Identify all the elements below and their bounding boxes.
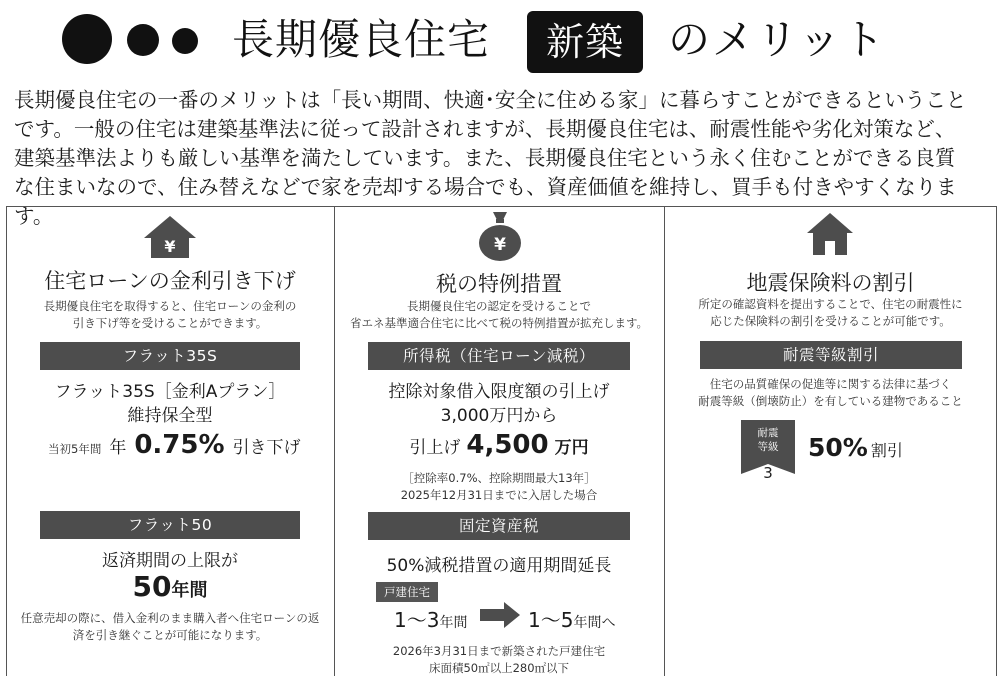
raise-unit: 万円 [554,438,589,458]
deduction-condition [334,470,664,504]
period-from [394,604,467,633]
cond-line: 2025年12月31日までに入居した場合 [400,488,598,502]
col3-title: 地震保険料の割引 [746,271,915,295]
extend-label: 50%減税措置の適用期間延長 [386,556,612,576]
detached-house-tag: 戸建住宅 [376,582,438,602]
property-tax-bar: 固定資産税 [368,512,630,540]
page-title-tail: のメリット [668,15,887,64]
deduct-line: 控除対象借入限度額の引上げ [388,382,610,402]
page-header [0,0,1000,78]
discount-row [808,433,903,462]
intro-paragraph: 長期優良住宅の一番のメリットは「長い期間、快適･安全に住める家」に暮らすことができるということです。一般の住宅は建築基準法に従って設計されますが、長期優良住宅は、耐震性能や劣化対策など、建築基準法よりも厳しい基準を満たしています。また、長期優良住宅という永く住むことができる良質な住まいなので、住み替えなどで家を売却する場合でも、資産価値を維持し、買手も付きやすくなります。 [14,88,967,228]
foot-line: 2026年3月31日まで新築された戸建住宅 [392,644,606,658]
seismic-grade-badge [741,420,795,486]
svg-text:¥: ¥ [494,235,506,255]
arrow-right-icon [480,602,520,632]
plan-line: 維持保全型 [127,406,213,426]
flat50-bar: フラット50 [40,511,300,539]
col3-desc-line: 応じた保険料の割引を受けることが可能です。 [710,314,951,328]
flat50-note [6,610,334,644]
law-line: 耐震等級（倒壊防止）を有している建物であること [698,394,963,408]
page-title: 長期優良住宅 [232,15,491,64]
rate-suffix: 引き下げ [232,438,301,458]
rate-value: 0.75% [134,430,225,460]
badge-level: 3 [763,464,773,482]
col3-description [664,296,997,330]
discount-value: 50% [808,433,868,462]
col2-description [334,298,664,332]
col1-description [6,298,334,332]
limit-value-row [6,570,334,603]
law-line: 住宅の品質確保の促進等に関する法律に基づく [709,377,952,391]
rate-row [48,430,301,464]
seismic-grade-bar: 耐震等級割引 [700,341,962,369]
deduction-text [334,380,664,428]
limit-value: 50 [132,570,172,603]
to-num: 1～5 [528,608,574,632]
deduct-line: 3,000万円から [440,406,558,426]
from-num: 1～3 [394,608,440,632]
dot-large-icon [62,14,112,64]
flat35s-plan [6,380,334,428]
foot-line: 床面積50㎡以上280㎡以下 [428,661,570,675]
limit-unit: 年間 [171,580,208,601]
plan-line: フラット35S［金利Aプラン］ [54,382,286,402]
discount-unit: 割引 [870,441,903,460]
rate-prefix: 当初5年間 [48,442,102,456]
col2-desc-line: 長期優良住宅の認定を受けることで [407,299,591,313]
note-line: 済を引き継ぐことが可能になります。 [72,628,268,642]
note-line: 任意売却の際に、借入金利のまま購入者へ住宅ローンの返 [20,611,320,625]
col3-desc-line: 所定の確認資料を提出することで、住宅の耐震性に [698,297,963,311]
badge-line: 耐震 [757,427,779,439]
limit-label: 返済期間の上限が [102,551,238,571]
col2-title: 税の特例措置 [436,272,562,296]
raise-value: 4,500 [466,430,549,460]
money-bag-yen-icon [476,208,524,266]
dot-small-icon [172,28,198,54]
seismic-law-text [664,376,997,410]
col1-title: 住宅ローンの金利引き下げ [44,269,296,293]
flat35s-bar: フラット35S [40,342,300,370]
raise-label: 引上げ [409,438,461,458]
dot-medium-icon [127,24,159,56]
col1-desc-line: 長期優良住宅を取得すると、住宅ローンの金利の [43,299,297,313]
to-unit: 年間へ [573,615,616,631]
rate-year: 年 [109,438,127,458]
raise-row [334,430,664,460]
title-badge: 新築 [527,11,643,73]
cond-line: ［控除率0.7%、控除期間最大13年］ [402,471,596,485]
from-unit: 年間 [439,615,468,631]
col2-desc-line: 省エネ基準適合住宅に比べて税の特例措置が拡充します。 [349,316,649,330]
income-tax-bar: 所得税（住宅ローン減税） [368,342,630,370]
property-tax-footnote [334,643,664,677]
period-to [528,604,615,633]
house-icon [805,211,855,261]
svg-text:¥: ¥ [164,237,176,256]
house-yen-icon [142,214,198,264]
col1-desc-line: 引き下げ等を受けることができます。 [72,316,268,330]
badge-line: 等級 [757,441,779,453]
